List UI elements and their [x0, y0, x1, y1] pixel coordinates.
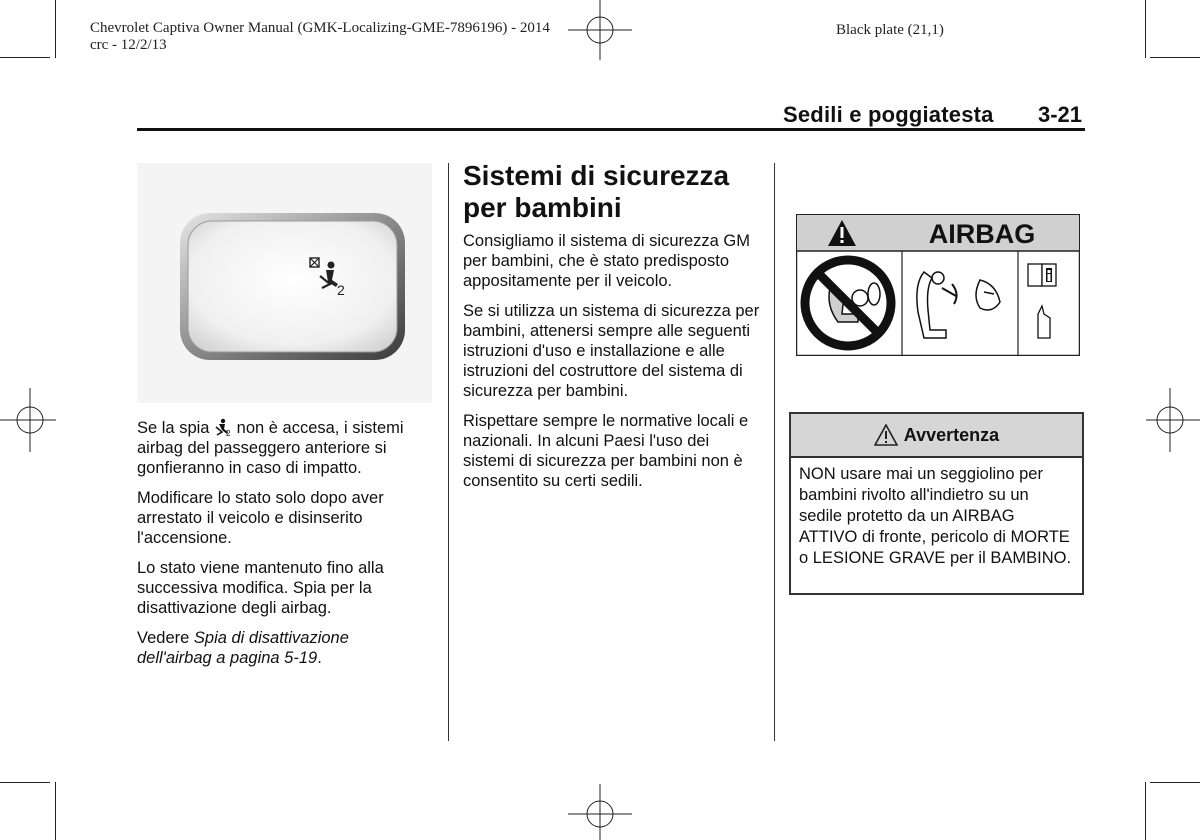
- crop-mark: [0, 782, 50, 783]
- warning-title: Avvertenza: [903, 424, 1000, 445]
- page-number: 3-21: [1038, 102, 1083, 127]
- paragraph: Rispettare sempre le normative locali e nazionali. In alcuni Paesi l'uso dei sistemi di sicurezza per bambini non è consentito su certi sedili.: [463, 412, 749, 490]
- middle-column: [463, 231, 763, 501]
- airbag-off-indicator-icon: [214, 418, 232, 436]
- paragraph-text: Vedere: [137, 629, 194, 647]
- registration-mark-icon: [0, 388, 56, 452]
- svg-text:2: 2: [226, 429, 231, 436]
- paragraph-text: .: [317, 649, 322, 667]
- paragraph-text: non è accesa, i sistemi airbag del passeggero anteriore si gonfieranno in caso di impatto.: [137, 419, 404, 477]
- indicator-button-illustration: [137, 163, 432, 403]
- registration-mark-icon: [568, 784, 632, 840]
- crop-mark: [1145, 0, 1146, 58]
- column-divider: [448, 163, 449, 741]
- left-column: [137, 418, 427, 678]
- paragraph: Consigliamo il sistema di sicurezza GM per bambini, che è stato predisposto appositamente per il veicolo.: [463, 232, 751, 290]
- paragraph: Modificare lo stato solo dopo aver arrestato il veicolo e disinserito l'accensione.: [137, 489, 384, 547]
- warning-triangle-icon: [874, 424, 898, 446]
- crop-mark: [1145, 782, 1146, 840]
- document-date: crc - 12/2/13: [90, 37, 167, 53]
- indicator-photo: [137, 163, 432, 403]
- warning-box: [789, 412, 1084, 595]
- crop-mark: [55, 0, 56, 58]
- svg-text:2: 2: [337, 282, 345, 298]
- cross-reference-link[interactable]: Spia di disattivazione dell'airbag a pagina 5-19: [137, 629, 349, 667]
- column-divider: [774, 163, 775, 741]
- crop-mark: [1150, 57, 1200, 58]
- warning-text: NON usare mai un seggiolino per bambini rivolto all'indietro su un sedile protetto da un AIRBAG ATTIVO di fronte, pericolo di MORTE o LESIONE GRAVE per il BAMBINO.: [799, 465, 1072, 567]
- airbag-warning-label: [796, 214, 1080, 356]
- airbag-label-illustration: [796, 214, 1080, 356]
- header-rule: [137, 128, 1085, 131]
- airbag-label-title: AIRBAG: [928, 219, 1036, 249]
- section-heading: Sistemi di sicurezza per bambini: [463, 160, 730, 223]
- document-title: Chevrolet Captiva Owner Manual (GMK-Localizing-GME-7896196) - 2014: [90, 20, 550, 36]
- paragraph: [137, 628, 427, 668]
- plate-label: Black plate (21,1): [836, 22, 944, 38]
- crop-mark: [55, 782, 56, 840]
- paragraph: Lo stato viene mantenuto fino alla successiva modifica. Spia per la disattivazione degli airbag.: [137, 559, 384, 617]
- crop-mark: [0, 57, 50, 58]
- paragraph-text: Se la spia: [137, 419, 210, 437]
- crop-mark: [1150, 782, 1200, 783]
- paragraph: [137, 418, 427, 478]
- warning-header: [791, 414, 1082, 458]
- paragraph: Se si utilizza un sistema di sicurezza per bambini, attenersi sempre alle seguenti istruzioni d'uso e installazione e alle istruzioni del costruttore del sistema di sicurezza per bambini.: [463, 302, 760, 400]
- section-title: Sedili e poggiatesta: [783, 102, 994, 127]
- registration-mark-icon: [1146, 388, 1200, 452]
- registration-mark-icon: [568, 0, 632, 60]
- document-header: [90, 20, 550, 54]
